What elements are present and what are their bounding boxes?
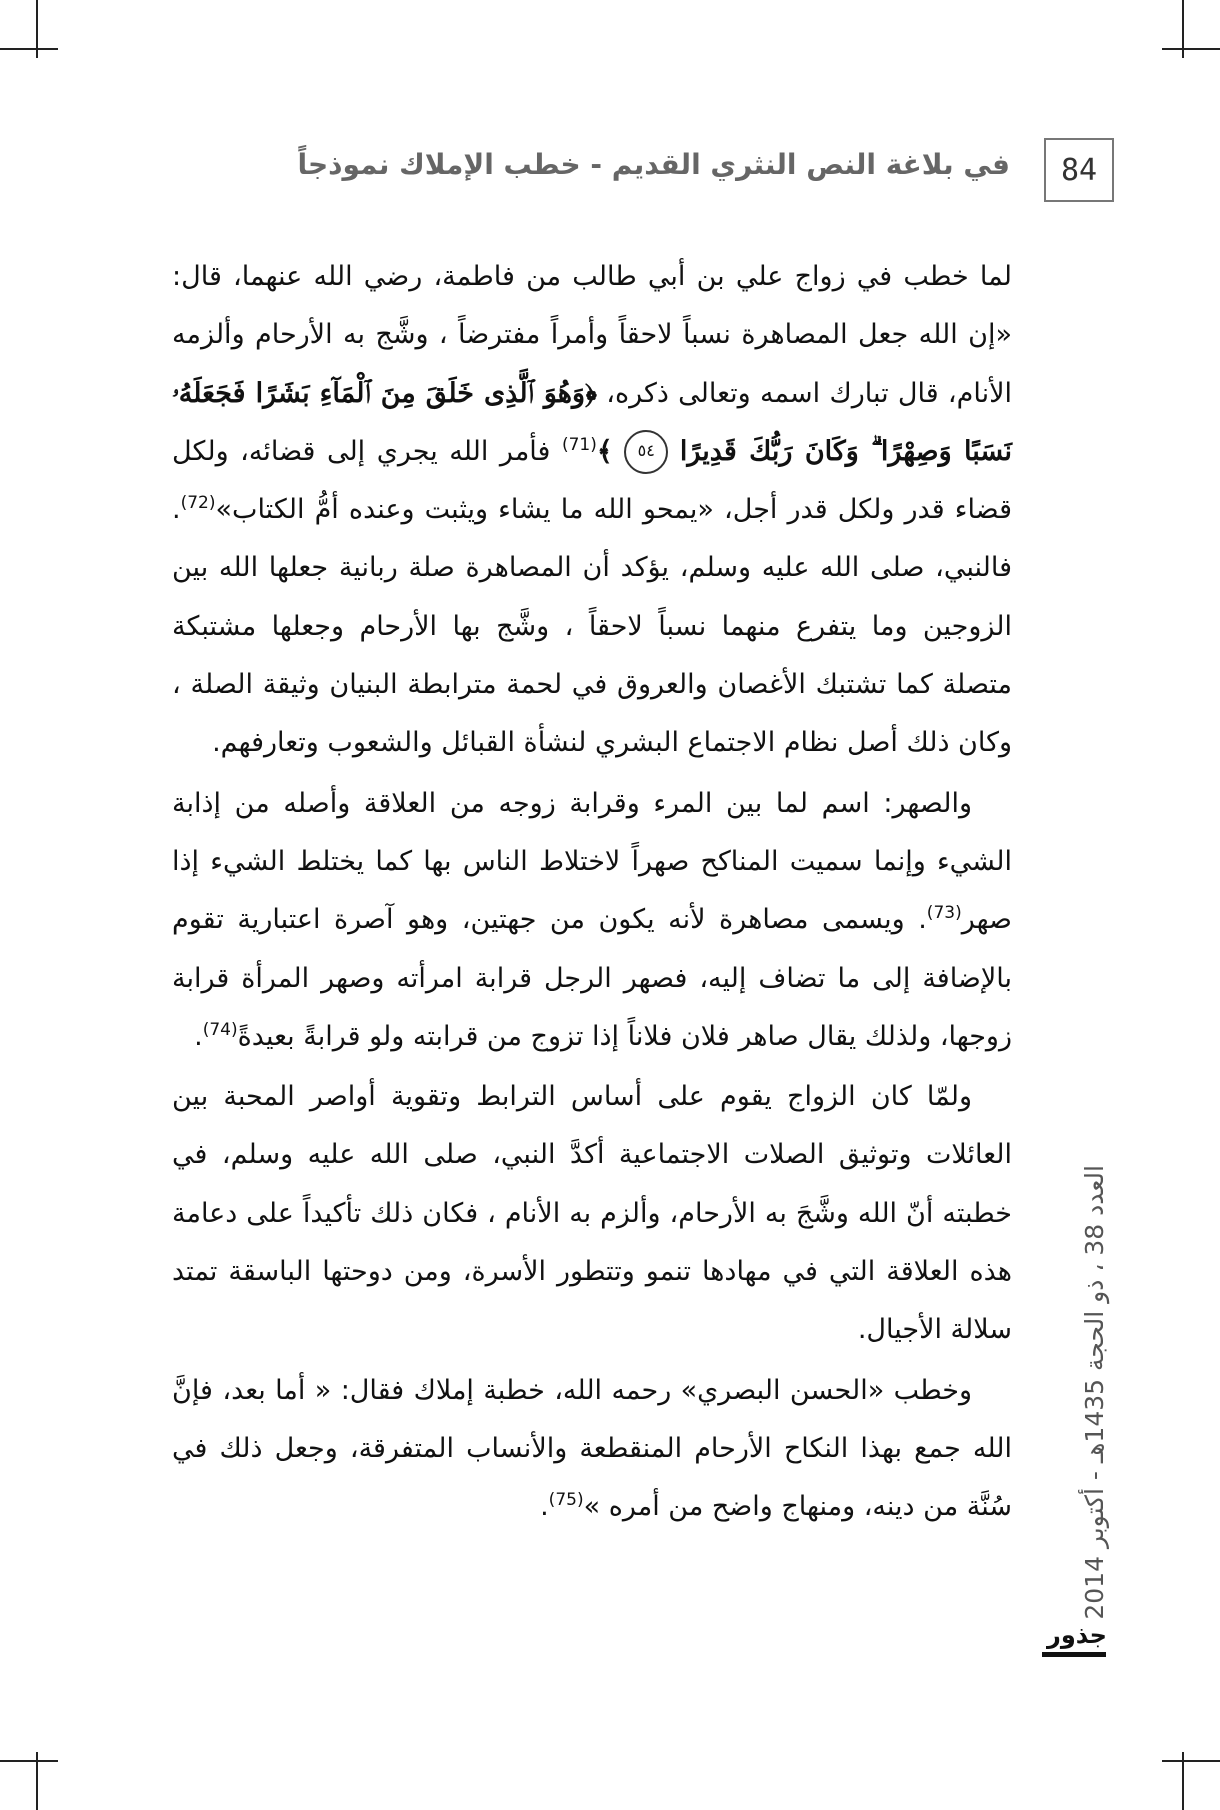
page-number: 84 xyxy=(1044,138,1114,202)
footnote-ref: (71) xyxy=(561,434,597,455)
paragraph-text: . xyxy=(194,1020,203,1052)
paragraph-text: فأمر الله يجري إلى قضائه، ولكل قضاء قدر ولكل قدر أجل، «يمحو الله ما يشاء ويثبت وعنده أمُّ الكتاب» xyxy=(172,435,1012,526)
journal-logo: جذور xyxy=(1047,1621,1107,1649)
quran-close: ﴾ xyxy=(596,435,613,467)
crop-mark xyxy=(0,48,58,50)
paragraph-text: . فالنبي، صلى الله عليه وسلم، يؤكد أن المصاهرة صلة ربانية جعلها الله بين الزوجين وما يتفرع منهما نسباً لاحقاً ، وشَّج بها الأرحام وجعلها مشتبكة متصلة كما تشتبك الأغصان والعروق في لحمة مترابطة البنيان وثيقة الصلة ، وكان ذلك أصل نظام الاجتماع البشري لنشأة القبائل والشعوب وتعارفهم. xyxy=(172,494,1012,759)
logo-underline xyxy=(1042,1652,1106,1657)
running-title: في بلاغة النص النثري القديم - خطب الإملاك نموذجاً xyxy=(297,148,1010,181)
paragraph xyxy=(172,1068,1012,1359)
paragraph xyxy=(172,248,1012,773)
footnote-ref: (73) xyxy=(926,903,962,924)
page-header xyxy=(297,138,1114,204)
paragraph-text: والصهر: اسم لما بين المرء وقرابة زوجه من العلاقة وأصله من إذابة الشيء وإنما سميت المناكح صهراً لاختلاط الناس بها كما يختلط الشيء إذا صهر xyxy=(172,787,1012,936)
crop-mark xyxy=(1162,1760,1220,1762)
paragraph-text: ولمّا كان الزواج يقوم على أساس الترابط وتقوية أواصر المحبة بين العائلات وتوثيق الصلات الاجتماعية أكدَّ النبي، صلى الله عليه وسلم، في خطبته أنّ الله وشَّجَ به الأرحام، وألزم به الأنام ، فكان ذلك تأكيداً على دعامة هذه العلاقة التي في مهادها تنمو وتتطور الأسرة، ومن دوحتها الباسقة تمتد سلالة الأجيال. xyxy=(172,1081,1012,1346)
crop-mark xyxy=(1162,48,1220,50)
quran-verse: ﴿وَهُوَ ٱلَّذِى خَلَقَ مِنَ ٱلْمَآءِ بَشَرًا فَجَعَلَهُۥ نَسَبًا وَصِهْرًا ۗ وَكَانَ رَبُّكَ قَدِيرًا xyxy=(172,377,1012,467)
footnote-ref: (74) xyxy=(202,1019,238,1040)
paragraph-text: لما خطب في زواج علي بن أبي طالب من فاطمة، رضي الله عنهما، قال: «إن الله جعل المصاهرة نسباً لاحقاً وأمراً مفترضاً ، وشَّج به الأرحام وألزمه الأنام، قال تبارك اسمه وتعالى ذكره، xyxy=(172,261,1012,409)
paragraph-text: . ويسمى مصاهرة لأنه يكون من جهتين، وهو آصرة اعتبارية تقوم بالإضافة إلى ما تضاف إليه، فصهر الرجل قرابة امرأته وصهر المرأة قرابة زوجها، ولذلك يقال صاهر فلان فلاناً إذا تزوج من قرابته ولو قرابةً بعيدةً xyxy=(172,904,1012,1052)
paragraph xyxy=(172,1362,1012,1537)
article-body xyxy=(172,248,1012,1539)
paragraph xyxy=(172,775,1012,1066)
footnote-ref: (72) xyxy=(180,493,216,514)
footnote-ref: (75) xyxy=(548,1490,584,1511)
paragraph-text: وخطب «الحسن البصري» رحمه الله، خطبة إملاك فقال: « أما بعد، فإنَّ الله جمع بهذا النكاح الأرحام المنقطعة والأنساب المتفرقة، وجعل ذلك في سُنَّة من دينه، ومنهاج واضح من أمره » xyxy=(172,1374,1012,1523)
paragraph-text: . xyxy=(540,1491,549,1523)
issue-info: العدد 38 ، ذو الحجة 1435هـ - أكتوبر 2014 xyxy=(1080,1165,1109,1620)
ayah-number: ٥٤ xyxy=(624,430,668,474)
crop-mark xyxy=(0,1760,58,1762)
